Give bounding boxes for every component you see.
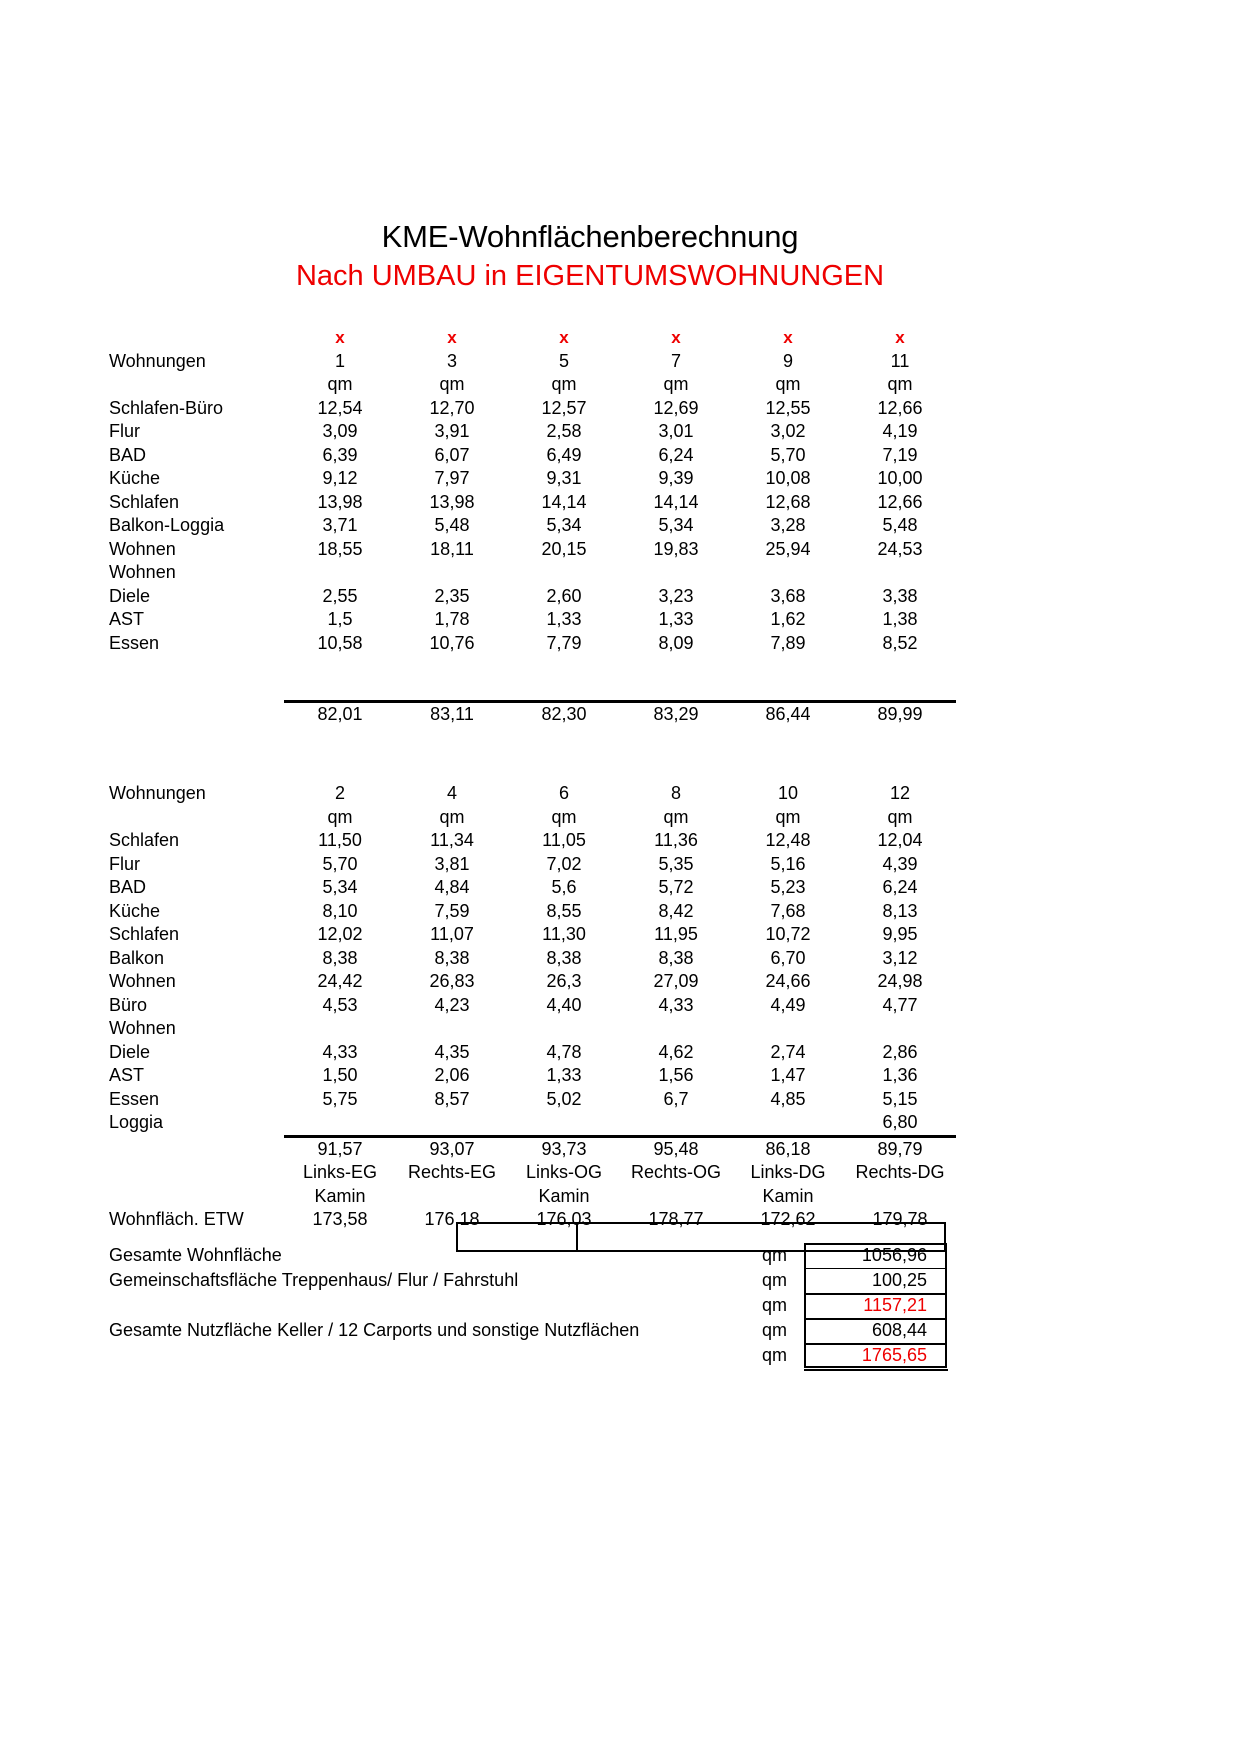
kamin-row [109, 1185, 956, 1209]
apartment-number: 6 [558, 783, 569, 803]
area-value: 4,78 [546, 1041, 582, 1062]
area-value: 13,98 [429, 491, 475, 512]
room-label: Diele [109, 1041, 151, 1062]
summary-row [109, 1343, 949, 1368]
area-value: 10,08 [765, 468, 811, 488]
area-value [396, 561, 508, 585]
area-value: 2,55 [322, 585, 358, 606]
area-value: 12,02 [317, 924, 363, 944]
table-row [109, 829, 956, 853]
etw-value: 172,62 [760, 1209, 816, 1229]
unit-label: qm [327, 806, 353, 827]
area-value: 1,33 [546, 1065, 582, 1085]
area-value: 12,54 [317, 397, 363, 418]
area-value [284, 1017, 396, 1041]
room-label: Schlafen [109, 491, 180, 512]
area-value: 7,59 [434, 900, 470, 921]
area-value: 24,66 [765, 971, 811, 991]
table-row [109, 538, 956, 562]
area-value: 7,19 [882, 444, 918, 465]
area-value: 1,78 [434, 609, 470, 629]
x-marker-row [109, 326, 956, 350]
area-value: 12,04 [877, 830, 923, 850]
apartment-number: 8 [670, 783, 681, 803]
total-value: 86,44 [732, 702, 844, 727]
area-value: 5,6 [551, 877, 577, 897]
area-value: 3,09 [322, 421, 358, 441]
total-value: 82,30 [508, 702, 620, 727]
area-value: 3,28 [770, 515, 806, 535]
room-label: Flur [109, 853, 140, 874]
area-value: 6,24 [882, 877, 918, 897]
area-value: 5,70 [322, 853, 358, 874]
table-row [109, 608, 956, 632]
area-value: 3,68 [770, 585, 806, 606]
room-label: Diele [109, 585, 151, 606]
area-value: 14,14 [653, 491, 699, 512]
area-value: 4,62 [658, 1041, 694, 1062]
area-value: 1,5 [327, 609, 353, 629]
area-value: 8,42 [658, 900, 694, 921]
area-value: 4,77 [882, 994, 918, 1015]
summary-value-grand-total: 1765,65 [861, 1345, 927, 1365]
area-value: 4,85 [770, 1088, 806, 1109]
table-row [109, 397, 956, 421]
unit-label: qm [775, 806, 801, 827]
area-value: 7,02 [546, 853, 582, 874]
area-value: 5,34 [322, 877, 358, 897]
room-label: Küche [109, 468, 161, 488]
summary-row [109, 1243, 949, 1268]
area-value: 1,38 [882, 609, 918, 629]
area-value: 1,62 [770, 609, 806, 629]
table-row [109, 923, 956, 947]
area-value: 10,72 [765, 924, 811, 944]
table-row [109, 1064, 956, 1088]
area-value: 9,12 [322, 468, 358, 488]
apartment-table-odd [109, 326, 956, 655]
area-value [396, 1017, 508, 1041]
area-value: 1,56 [658, 1065, 694, 1085]
area-value: 18,11 [430, 538, 474, 559]
area-value: 3,01 [658, 421, 694, 441]
total-value: 95,48 [620, 1136, 732, 1161]
area-value: 9,39 [658, 468, 694, 488]
summary-label: Gesamte Nutzfläche Keller / 12 Carports und sonstige Nutzflächen [109, 1320, 640, 1340]
area-value: 1,33 [546, 609, 582, 629]
unit-label: qm [663, 374, 689, 394]
area-value: 5,35 [658, 853, 694, 874]
area-value: 10,58 [317, 632, 363, 653]
summary-row [109, 1268, 949, 1293]
room-label: Schlafen [109, 830, 180, 850]
area-value: 13,98 [317, 491, 363, 512]
apartment-number: 11 [890, 350, 910, 371]
apartment-number: 7 [670, 350, 681, 371]
apartment-number: 3 [446, 350, 457, 371]
total-value: 83,11 [396, 702, 508, 727]
room-label: Wohnen [109, 562, 176, 582]
apartment-number-row [109, 782, 956, 806]
area-value: 4,40 [546, 994, 582, 1015]
table-row [109, 420, 956, 444]
area-value [284, 1111, 396, 1136]
unit-label: qm [551, 374, 577, 394]
area-value: 12,48 [765, 830, 811, 850]
area-value: 4,35 [434, 1041, 470, 1062]
summary-label: Gesamte Wohnfläche [109, 1245, 282, 1265]
area-value: 1,47 [770, 1065, 806, 1085]
area-value [508, 1017, 620, 1041]
area-value: 11,07 [430, 924, 474, 944]
total-value: 86,18 [732, 1136, 844, 1161]
area-value: 8,38 [658, 947, 694, 968]
area-value: 12,69 [653, 397, 699, 418]
area-value: 5,34 [658, 515, 694, 535]
area-value: 8,38 [546, 947, 582, 968]
unit-label: qm [887, 374, 913, 394]
summary-row [109, 1318, 949, 1343]
location-label: Links-DG [750, 1162, 826, 1182]
room-label: BAD [109, 444, 147, 465]
area-value: 1,36 [882, 1065, 918, 1085]
area-value: 12,66 [877, 491, 923, 512]
total-row [109, 702, 956, 727]
area-value: 3,12 [882, 947, 918, 968]
table-row [109, 1041, 956, 1065]
etw-value: 176,03 [536, 1209, 592, 1229]
area-value: 20,15 [541, 538, 587, 559]
area-value: 5,15 [882, 1088, 918, 1109]
etw-value: 178,77 [648, 1209, 704, 1229]
area-value [732, 561, 844, 585]
room-label: Essen [109, 1088, 160, 1109]
summary-value: 1056,96 [861, 1245, 927, 1265]
etw-value: 176,18 [424, 1209, 480, 1229]
page-title: KME-Wohnflächenberechnung [381, 219, 799, 254]
unit-label: qm [887, 806, 913, 827]
area-value: 4,53 [322, 994, 358, 1015]
table-row [109, 994, 956, 1018]
area-value: 3,23 [658, 585, 694, 606]
area-value: 24,42 [317, 971, 363, 991]
area-value: 6,80 [882, 1112, 918, 1132]
unit-label: qm [551, 806, 577, 827]
unit-row [109, 806, 956, 830]
room-label: AST [109, 609, 145, 629]
area-value: 11,34 [430, 830, 474, 850]
area-value: 4,33 [658, 994, 694, 1015]
table-row [109, 1111, 956, 1136]
table-row [109, 1017, 956, 1041]
area-value: 5,70 [770, 444, 806, 465]
unit-label: qm [439, 374, 465, 394]
kamin-label: Kamin [314, 1185, 366, 1206]
summary-value: 608,44 [871, 1320, 927, 1340]
area-value: 8,10 [322, 900, 358, 921]
room-label: Wohnen [109, 971, 176, 991]
apartments-header-label: Wohnungen [109, 350, 206, 371]
area-value [844, 561, 956, 585]
area-value: 9,95 [882, 924, 918, 944]
area-value: 1,33 [658, 609, 694, 629]
room-label: Wohnen [109, 538, 176, 559]
room-label: Loggia [109, 1112, 164, 1132]
apartment-number: 12 [889, 783, 911, 803]
area-value: 5,02 [546, 1088, 582, 1109]
area-value: 27,09 [653, 971, 699, 991]
total-value: 93,73 [508, 1136, 620, 1161]
area-value: 6,07 [434, 444, 470, 465]
page-subtitle: Nach UMBAU in EIGENTUMSWOHNUNGEN [295, 260, 885, 292]
area-value [284, 561, 396, 585]
area-value: 8,52 [882, 632, 918, 653]
summary-value-total: 1157,21 [863, 1295, 927, 1315]
location-row-spacer [109, 1161, 284, 1185]
table-row [109, 1088, 956, 1112]
area-value: 11,50 [318, 830, 362, 850]
area-value: 12,68 [765, 491, 811, 512]
summary-block [109, 1243, 949, 1368]
x-marker-5: x [559, 328, 569, 347]
area-value: 10,76 [429, 632, 475, 653]
area-value: 8,38 [322, 947, 358, 968]
room-label: Balkon-Loggia [109, 515, 225, 535]
summary-unit: qm [761, 1295, 787, 1315]
area-value: 4,33 [322, 1041, 358, 1062]
total-value: 83,29 [620, 702, 732, 727]
summary-unit: qm [761, 1270, 787, 1290]
kamin-label [844, 1185, 956, 1209]
area-value: 9,31 [546, 468, 582, 488]
room-label: Küche [109, 900, 161, 921]
area-value [508, 1111, 620, 1136]
area-value: 12,66 [877, 397, 923, 418]
total-value: 93,07 [396, 1136, 508, 1161]
location-row [109, 1161, 956, 1185]
area-value: 4,84 [434, 877, 470, 897]
area-value: 12,57 [541, 397, 587, 418]
area-value: 18,55 [317, 538, 363, 559]
room-label: Balkon [109, 947, 165, 968]
table-row [109, 853, 956, 877]
area-value: 6,39 [322, 444, 358, 465]
area-value: 24,53 [877, 538, 923, 559]
kamin-label [396, 1185, 508, 1209]
area-value [396, 1111, 508, 1136]
area-value: 7,68 [770, 900, 806, 921]
area-value: 26,83 [429, 971, 475, 991]
table-row [109, 444, 956, 468]
summary-unit: qm [761, 1345, 787, 1365]
table-row [109, 491, 956, 515]
apartment-number: 1 [334, 350, 345, 371]
area-value: 26,3 [546, 971, 582, 991]
etw-label: Wohnfläch. ETW [109, 1209, 244, 1229]
area-value: 6,49 [546, 444, 582, 465]
area-value: 25,94 [765, 538, 811, 559]
x-marker-3: x [447, 328, 457, 347]
unit-label: qm [775, 374, 801, 394]
area-value: 6,7 [663, 1088, 689, 1109]
area-value: 5,75 [322, 1088, 358, 1109]
area-value: 2,58 [546, 421, 582, 441]
summary-unit: qm [761, 1245, 787, 1265]
location-label: Links-OG [525, 1162, 603, 1182]
x-marker-11: x [895, 328, 905, 347]
unit-row [109, 373, 956, 397]
room-label: AST [109, 1065, 145, 1085]
area-value: 8,13 [882, 900, 918, 921]
room-label: Wohnen [109, 1018, 176, 1038]
table-row [109, 900, 956, 924]
room-label: Schlafen [109, 924, 180, 944]
area-value: 2,86 [882, 1041, 918, 1062]
location-label: Rechts-EG [407, 1162, 497, 1182]
total-value: 89,99 [844, 702, 956, 727]
summary-row [109, 1293, 949, 1318]
kamin-row-spacer [109, 1185, 284, 1209]
table-row [109, 947, 956, 971]
summary-label: Gemeinschaftsfläche Treppenhaus/ Flur / Fahrstuhl [109, 1270, 519, 1290]
area-value [844, 1017, 956, 1041]
area-value: 2,06 [434, 1065, 470, 1085]
area-value [620, 561, 732, 585]
area-value: 3,71 [322, 515, 358, 535]
unit-label: qm [439, 806, 465, 827]
room-label: Flur [109, 421, 140, 441]
area-value: 14,14 [541, 491, 587, 512]
row-label-spacer [109, 326, 284, 350]
area-value: 7,89 [770, 632, 806, 653]
table-row [109, 876, 956, 900]
area-value: 3,81 [434, 853, 470, 874]
area-value: 11,36 [654, 830, 698, 850]
area-value [620, 1017, 732, 1041]
area-value: 12,70 [429, 397, 475, 418]
area-value: 8,57 [434, 1088, 470, 1109]
area-value: 5,16 [770, 853, 806, 874]
area-value: 6,70 [770, 947, 806, 968]
table-row [109, 585, 956, 609]
area-value: 24,98 [877, 971, 923, 991]
area-value [508, 561, 620, 585]
table-row [109, 561, 956, 585]
table-row [109, 632, 956, 656]
area-value: 5,48 [882, 515, 918, 535]
apartment-number: 5 [558, 350, 569, 371]
area-value: 4,23 [434, 994, 470, 1015]
apartment-number: 4 [446, 783, 457, 803]
area-value: 2,35 [434, 585, 470, 606]
area-value: 8,38 [434, 947, 470, 968]
unit-label: qm [327, 374, 353, 394]
area-value: 3,91 [434, 421, 470, 441]
area-value: 5,48 [434, 515, 470, 535]
unit-label: qm [663, 806, 689, 827]
area-value: 8,09 [658, 632, 694, 653]
table-row [109, 467, 956, 491]
kamin-label [620, 1185, 732, 1209]
area-value: 3,38 [882, 585, 918, 606]
total-row-spacer [109, 702, 284, 727]
etw-value: 179,78 [872, 1209, 928, 1229]
apartments-header-label: Wohnungen [109, 783, 206, 803]
total-row-spacer [109, 1136, 284, 1161]
apartment-table-even [109, 782, 956, 1232]
area-value [732, 1017, 844, 1041]
area-value: 1,50 [322, 1065, 358, 1085]
area-value [732, 1111, 844, 1136]
kamin-label: Kamin [538, 1185, 590, 1206]
room-label: Büro [109, 994, 148, 1015]
area-value: 2,74 [770, 1041, 806, 1062]
room-label: Schlafen-Büro [109, 397, 224, 418]
apartment-number-row [109, 350, 956, 374]
x-marker-1: x [335, 328, 345, 347]
area-value: 19,83 [653, 538, 699, 559]
area-value [620, 1111, 732, 1136]
location-label: Rechts-OG [630, 1162, 722, 1182]
location-label: Links-EG [302, 1162, 378, 1182]
area-value: 6,24 [658, 444, 694, 465]
area-value: 11,05 [542, 830, 586, 850]
unit-row-spacer [109, 806, 284, 830]
area-value: 7,79 [546, 632, 582, 653]
apartment-number: 2 [334, 783, 345, 803]
area-value: 11,95 [654, 924, 698, 944]
area-value: 10,00 [877, 468, 923, 488]
table-row [109, 514, 956, 538]
x-marker-7: x [671, 328, 681, 347]
x-marker-9: x [783, 328, 793, 347]
area-value: 8,55 [546, 900, 582, 921]
area-value: 2,60 [546, 585, 582, 606]
location-label: Rechts-DG [855, 1162, 945, 1182]
room-label: Essen [109, 632, 160, 653]
area-value: 11,30 [542, 924, 586, 944]
total-value: 91,57 [284, 1136, 396, 1161]
table-row [109, 970, 956, 994]
area-value: 5,34 [546, 515, 582, 535]
etw-value: 173,58 [312, 1209, 368, 1229]
area-value: 5,72 [658, 877, 694, 897]
area-value: 4,39 [882, 853, 918, 874]
area-value: 3,02 [770, 421, 806, 441]
total-row [109, 1136, 956, 1161]
unit-row-spacer [109, 373, 284, 397]
area-value: 7,97 [434, 468, 470, 488]
area-value: 4,19 [882, 421, 918, 441]
area-value: 5,23 [770, 877, 806, 897]
summary-unit: qm [761, 1320, 787, 1340]
apartment-table-odd-totals [109, 700, 956, 727]
room-label: BAD [109, 877, 147, 897]
kamin-label: Kamin [762, 1185, 814, 1206]
total-value: 82,01 [284, 702, 396, 727]
area-value: 4,49 [770, 994, 806, 1015]
total-value: 89,79 [844, 1136, 956, 1161]
apartment-number: 10 [777, 783, 799, 803]
area-value: 12,55 [765, 397, 811, 418]
apartment-number: 9 [782, 350, 793, 371]
summary-value: 100,25 [871, 1270, 927, 1290]
